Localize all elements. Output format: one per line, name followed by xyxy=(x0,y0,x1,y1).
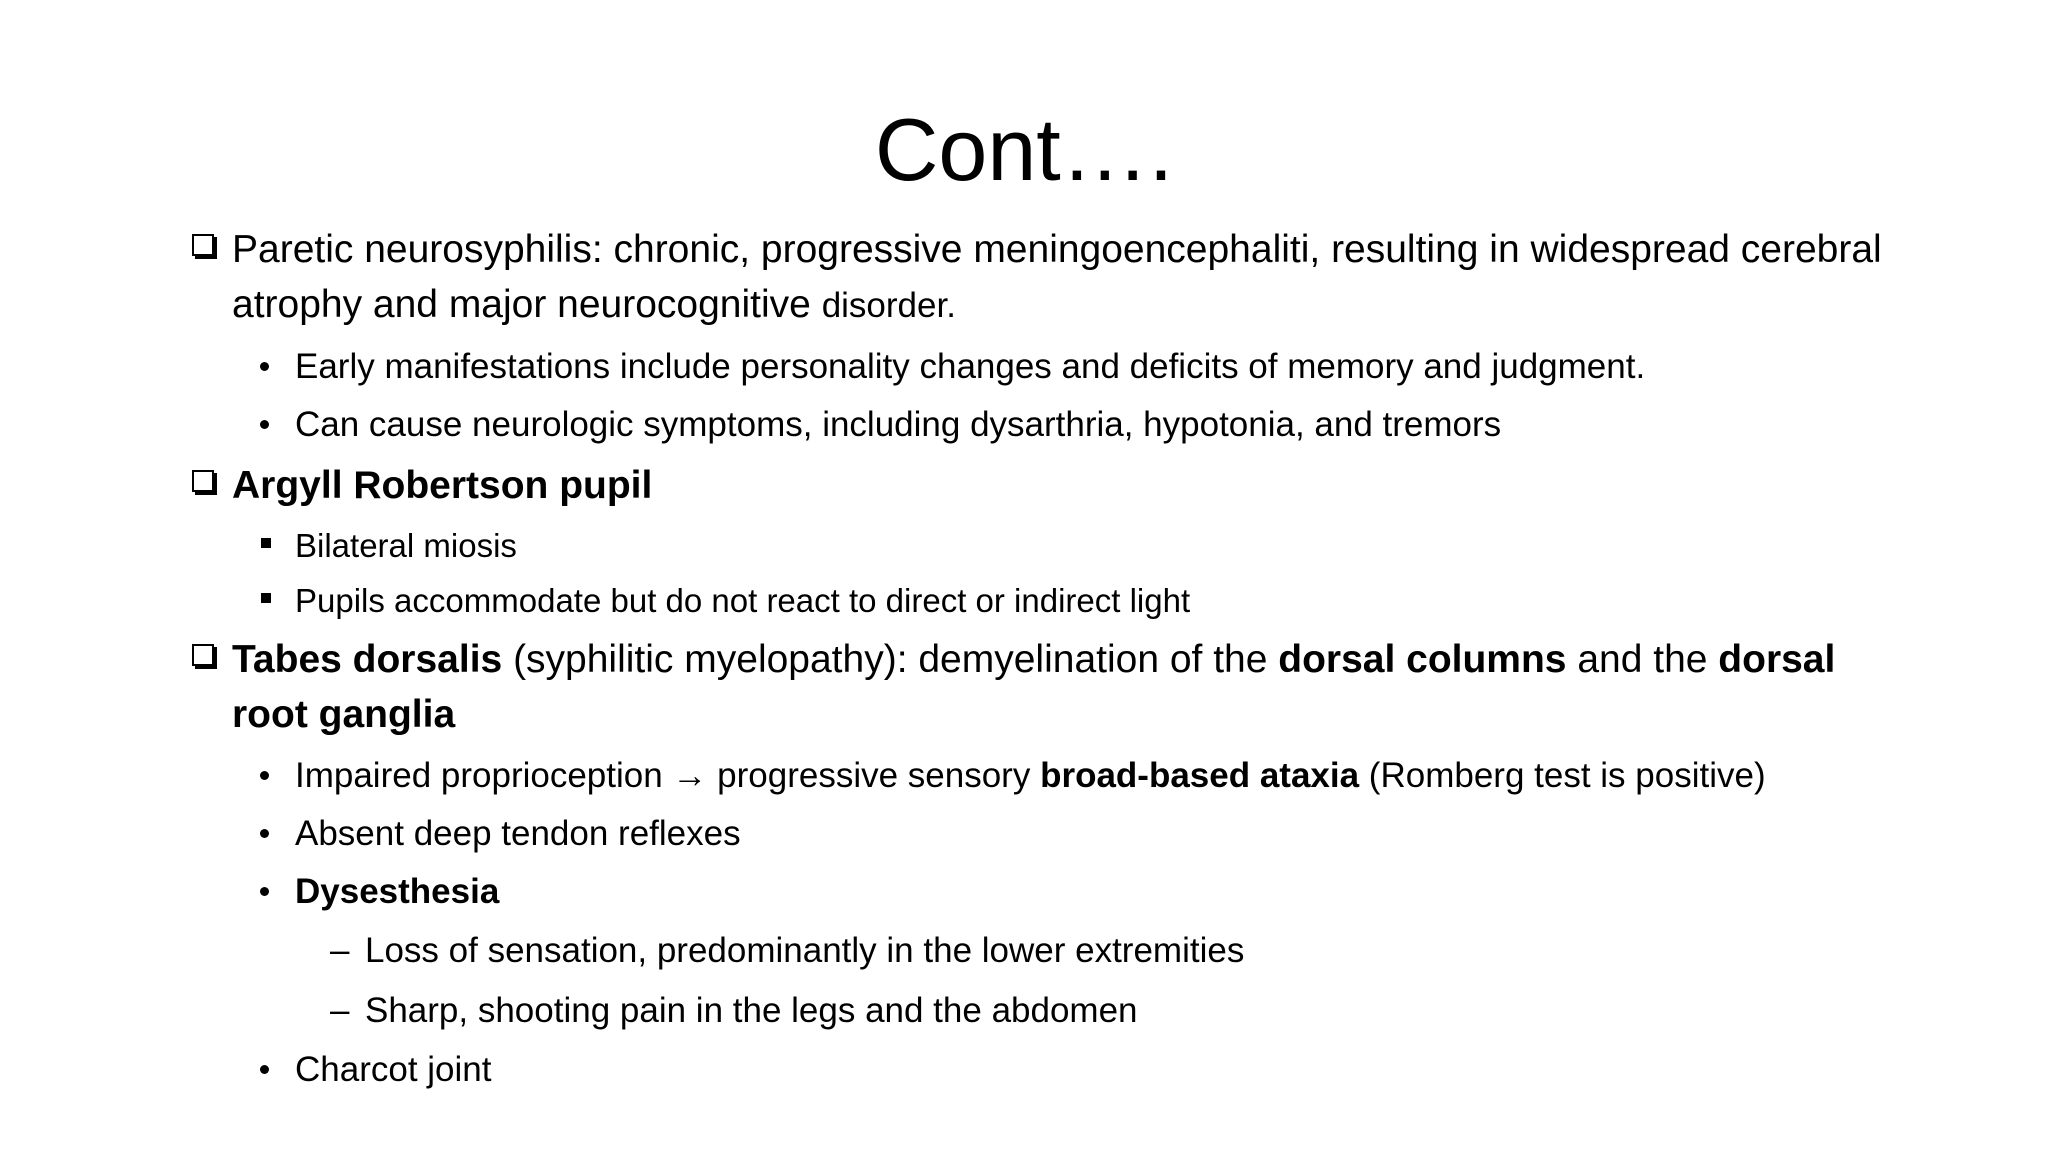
bullet-dot-icon xyxy=(260,887,269,896)
paretic-bullet-1-text: Early manifestations include personality changes and deficits of memory and judgment. xyxy=(295,347,1646,386)
bullet-square-icon xyxy=(261,593,271,603)
tabes-term: Tabes dorsalis xyxy=(232,638,503,681)
tabes-bold-b: dorsal root ganglia xyxy=(232,638,1836,736)
slide-title: Cont…. xyxy=(874,100,1174,199)
bullet-dot-icon xyxy=(260,362,269,371)
argyll-bullet-1-text: Bilateral miosis xyxy=(295,527,517,564)
dash-marker: – xyxy=(330,991,350,1030)
tabes-bullet-2-text: Absent deep tendon reflexes xyxy=(295,814,741,853)
tabes-dorsalis-item xyxy=(190,632,1910,742)
bullet-dot-icon xyxy=(260,829,269,838)
argyll-robertson-item xyxy=(190,458,1910,513)
checkbox-bullet-icon xyxy=(192,644,214,666)
tabes-text-a: (syphilitic myelopathy): demyelination of the xyxy=(502,638,1279,681)
tabes-sub-bullet-2-text: Sharp, shooting pain in the legs and the abdomen xyxy=(365,991,1138,1030)
tabes-bullet-1-bold: broad-based ataxia xyxy=(1040,756,1360,795)
paretic-neurosyphilis-item xyxy=(190,222,1910,333)
tabes-sub-bullet-1 xyxy=(190,921,1910,981)
argyll-bullet-2 xyxy=(190,573,1910,628)
bullet-dot-icon xyxy=(260,420,269,429)
argyll-bullet-2-text: Pupils accommodate but do not react to direct or indirect light xyxy=(295,582,1191,619)
tabes-sub-bullet-2 xyxy=(190,981,1910,1041)
argyll-heading: Argyll Robertson pupil xyxy=(232,464,653,507)
bullet-dot-icon xyxy=(260,771,269,780)
dash-marker: – xyxy=(330,931,350,970)
tabes-bullet-4-text: Charcot joint xyxy=(295,1050,492,1089)
paretic-bullet-2 xyxy=(190,396,1910,454)
tabes-bullet-3-text: Dysesthesia xyxy=(295,872,500,911)
tabes-bullet-4 xyxy=(190,1041,1910,1099)
slide-content xyxy=(190,222,1910,1099)
tabes-bullet-1-text-a: Impaired proprioception → progressive sensory xyxy=(295,756,1041,795)
tabes-text-b: and the xyxy=(1566,638,1719,681)
tabes-bullet-1-text-b: (Romberg test is positive) xyxy=(1359,756,1766,795)
tabes-bullet-3 xyxy=(190,863,1910,921)
bullet-square-icon xyxy=(261,538,271,548)
tabes-bold-a: dorsal columns xyxy=(1278,638,1567,681)
tabes-bullet-2 xyxy=(190,805,1910,863)
argyll-bullet-1 xyxy=(190,518,1910,573)
paretic-text-end: disorder. xyxy=(821,286,956,325)
checkbox-bullet-icon xyxy=(192,470,214,492)
paretic-text: Paretic neurosyphilis: chronic, progressive meningoencephaliti, resulting in widespread cerebral atrophy and major neurocognitive xyxy=(232,228,1882,326)
paretic-bullet-2-text: Can cause neurologic symptoms, including dysarthria, hypotonia, and tremors xyxy=(295,405,1502,444)
tabes-sub-bullet-1-text: Loss of sensation, predominantly in the lower extremities xyxy=(365,931,1245,970)
tabes-bullet-1 xyxy=(190,747,1910,805)
bullet-dot-icon xyxy=(260,1065,269,1074)
paretic-bullet-1 xyxy=(190,338,1910,396)
checkbox-bullet-icon xyxy=(192,234,214,256)
